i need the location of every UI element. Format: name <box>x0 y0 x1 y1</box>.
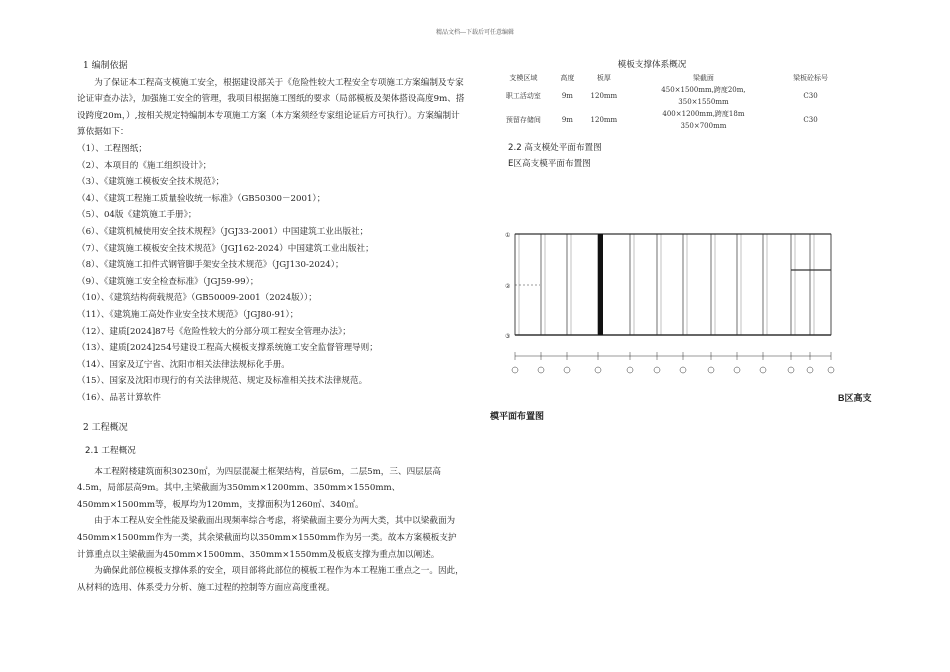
section-2-1-heading: 2.1 工程概况 <box>85 446 136 457</box>
right-column <box>492 58 852 169</box>
cell-height: 9m <box>561 116 573 124</box>
axis-column-marker <box>564 367 570 373</box>
list-item: （6）、《建筑机械使用安全技术规程》（JGJ33-2001）中国建筑工业出版社； <box>77 226 369 237</box>
axis-column-marker <box>595 367 601 373</box>
beam-line-1: 450×1500mm,跨度20m, <box>661 86 746 94</box>
table-row <box>492 108 842 132</box>
basis-list <box>77 141 465 407</box>
list-item: （16）、品茗计算软件 <box>77 392 161 403</box>
axis-column-marker <box>627 367 633 373</box>
overview-paragraph-2: 由于本工程从安全性能及梁截面出现频率综合考虑，将梁截面主要分为两大类，其中以梁截面为450mm×1500mm作为一类，其余梁截面均以350mm×1550mm作为另一类。故本方案模板支护计算重点以主梁截面为450mm×1500mm、350mm×1550mm及板底支撑为重点加以阐述。 <box>77 516 457 560</box>
beam-line-2: 350×1550mm <box>678 98 729 106</box>
col-height: 高度 <box>560 74 575 82</box>
list-item: （1）、工程图纸； <box>77 143 147 154</box>
page-header: 精品文档---下载后可任意编辑 <box>435 29 515 36</box>
beam-line-1: 400×1200mm,跨度18m <box>662 110 745 118</box>
list-item: （10）、《建筑结构荷载规范》（GB50009-2001（2024版））； <box>77 293 317 304</box>
cell-grade: C30 <box>803 116 818 124</box>
thick-beam <box>598 234 603 335</box>
table-row <box>492 84 842 108</box>
cell-beam <box>628 108 779 132</box>
table-title: 模板支撑体系概况 <box>617 60 687 70</box>
section-1-heading: 1 编制依据 <box>83 61 128 71</box>
e-zone-floor-plan <box>505 228 845 378</box>
b-zone-plan-label: 模平面布置图 <box>490 411 545 421</box>
plan-outline <box>515 234 831 335</box>
cell-thickness: 120mm <box>590 92 618 100</box>
cell-grade: C30 <box>803 92 818 100</box>
list-item: （15）、国家及沈阳市现行的有关法律规范、规定及标准相关技术法律规范。 <box>77 376 368 387</box>
list-item: （13）、建质[2024]254号建设工程高大模板支撑系统施工安全监督管理导则； <box>77 343 378 354</box>
col-beam: 梁截面 <box>692 74 714 82</box>
axis-column-marker <box>512 367 518 373</box>
axis-column-marker <box>680 367 686 373</box>
b-zone-label: B区高支 <box>838 393 872 403</box>
axis-row-1: ① <box>505 232 511 239</box>
left-column <box>77 58 465 596</box>
cell-area: 职工活动室 <box>505 92 541 100</box>
list-item: （4）、《建筑工程施工质量验收统一标准》（GB50300－2001）； <box>77 193 326 204</box>
list-item: （7）、《建筑施工模板安全技术规范》（JGJ162-2024）中国建筑工业出版社； <box>77 243 374 254</box>
axis-column-marker <box>654 367 660 373</box>
section-2-2-heading: 2.2 高支模处平面布置图 <box>508 143 602 153</box>
list-item: （9）、《建筑施工安全检查标准》（JGJ59-99）； <box>77 276 259 287</box>
axis-column-marker <box>828 367 834 373</box>
overview-paragraph-1: 本工程附楼建筑面积30230㎡，为四层混凝土框架结构，首层6m，二层5m，三、四层层高4.5m，局部层高9m。其中,主梁截面为350mm×1200mm、350mm×1550mm、450mm×1500mm等，板厚均为120mm，支撑面积为1260㎡、340㎡。 <box>77 466 441 510</box>
cell-beam <box>628 84 779 108</box>
cell-height: 9m <box>561 92 573 100</box>
axis-row-2: ② <box>505 283 511 290</box>
col-grade: 梁板砼标号 <box>793 74 829 82</box>
list-item: （5）、04版《建筑施工手册》； <box>77 210 197 221</box>
cell-area: 预留存储间 <box>505 116 541 124</box>
axis-column-marker <box>788 367 794 373</box>
list-item: （2）、本项目的《施工组织设计》； <box>77 160 212 171</box>
section-2-heading: 2 工程概况 <box>83 423 128 434</box>
list-item: （11）、《建筑施工高处作业安全技术规范》（JGJ80-91）； <box>77 309 299 320</box>
list-item: （12）、建质[2024]87号《危险性较大的分部分项工程安全管理办法》； <box>77 326 351 337</box>
col-thickness: 板厚 <box>596 74 611 82</box>
support-system-table <box>492 72 842 132</box>
list-item: （3）、《建筑施工模板安全技术规范》； <box>77 177 225 188</box>
axis-row-3: ③ <box>505 333 511 340</box>
e-zone-plan-title: E区高支模平面布置图 <box>508 159 591 169</box>
intro-paragraph: 为了保证本工程高支模施工安全，根据建设部关于《危险性较大工程安全专项施工方案编制及专家论证审查办法》，加强施工安全的管理，我项目根据施工图纸的要求（局部模板及架体搭设高度9m、搭设跨度20m，）,按相关规定特编制本专项施工方案（本方案须经专家组论证后方可执行）。方案编制计算依据如下： <box>77 77 465 138</box>
axis-column-marker <box>538 367 544 373</box>
list-item: （8）、《建筑施工扣件式钢管脚手架安全技术规范》（JGJ130-2024）； <box>77 260 344 271</box>
list-item: （14）、国家及辽宁省、沈阳市相关法律法规标化手册。 <box>77 359 290 370</box>
axis-column-marker <box>734 367 740 373</box>
col-area: 支模区域 <box>509 74 538 82</box>
axis-column-marker <box>708 367 714 373</box>
axis-column-marker <box>807 367 813 373</box>
cell-thickness: 120mm <box>590 116 618 124</box>
beam-line-2: 350×700mm <box>680 122 727 130</box>
column-grid <box>515 234 831 335</box>
axis-column-marker <box>760 367 766 373</box>
overview-paragraph-3: 为确保此部位模板支撑体系的安全，项目部将此部位的模板工程作为本工程施工重点之一。因此，从材料的选用、体系受力分析、施工过程的控制等方面应高度重视。 <box>77 566 464 593</box>
